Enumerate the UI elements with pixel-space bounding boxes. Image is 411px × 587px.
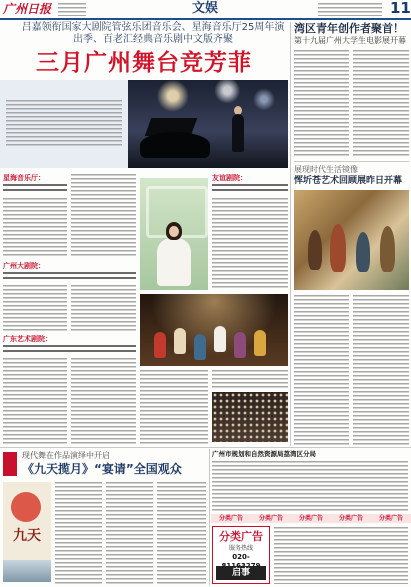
body-text [71,285,136,331]
performer-figure [214,326,226,352]
body-text [55,482,102,584]
musical-stage-photo [140,294,288,366]
piano [140,132,210,158]
performer-dress [157,238,191,286]
hotline-number: 020- [232,553,250,561]
performer-figure [174,328,186,354]
performer-figure [154,332,166,358]
notice-label: 启事 [216,566,266,580]
poster-wave [3,560,51,582]
body-text [212,370,288,388]
hotline-label: 服务热线 [228,545,253,552]
orchestra-photo [212,392,288,442]
performer-figure [254,330,266,356]
dance-kicker: 现代舞在作品演绎中开启 [22,451,110,460]
classified-banner [211,514,411,523]
masthead-editor-text [318,3,382,16]
banner-item: 分类广告 [258,515,283,522]
body-text [3,285,67,331]
page-number: 11 [390,0,411,17]
body-text [294,50,349,158]
body-text [3,358,67,444]
painting-photo [294,190,409,290]
conductor [232,114,244,152]
masthead-rule [0,18,411,20]
section-subhead-xinghai [3,184,67,194]
performer-face [169,226,179,237]
painted-figure [356,232,370,272]
body-text [3,198,67,258]
lead-headline: 三月广州舞台竞芳菲 [36,50,252,76]
story-divider [294,161,409,162]
painted-figure [380,226,395,272]
section-label-gd-grand-theatre: 广州大剧院： [3,262,45,270]
art-exhibition-kicker: 展现时代生活镜像 [294,165,358,174]
film-festival-headline: 湾区青年创作者聚首！ [294,22,404,35]
section-label-gd-art-theatre: 广东艺术剧院： [3,335,52,343]
column-tag [3,452,17,476]
body-text [106,482,153,584]
body-text [71,174,136,258]
planning-notice-title: 广州市规划和自然资源局荔湾区分局 [212,450,316,458]
dance-poster [3,482,51,582]
classified-title: 分类广告 [219,530,263,543]
column-divider [209,449,210,585]
section-subhead-friendship-theatre [212,184,288,194]
body-text [140,370,208,444]
classified-text [274,527,408,584]
body-text [157,482,206,584]
poster-sun [11,492,41,522]
section-subhead-gd-art-theatre [3,345,136,355]
classified-ad-box [212,526,270,584]
concert-photo [128,80,288,168]
banner-item: 分类广告 [298,515,323,522]
art-exhibition-headline: 恽圻苍艺术回顾展昨日开幕 [294,176,403,186]
section-label-xinghai: 星海音乐厅： [3,174,45,182]
lead-intro-box [0,80,128,168]
film-festival-subhead: 第十九届广州大学生电影展开幕 [294,36,406,45]
section-divider [0,447,411,448]
dance-headline: 《九天揽月》“宴请”全国观众 [22,462,182,476]
poster-title: 九天 [13,528,41,544]
banner-item: 分类广告 [338,515,363,522]
performer-photo [140,178,208,290]
body-text [353,295,409,445]
lead-intro-text [6,100,122,146]
notice-text [212,461,408,511]
body-text [353,50,409,158]
performer-figure [194,334,206,360]
lead-deck: 吕嘉领衔国家大剧院管弦乐团音乐会、星海音乐厅25周年演出季、百老汇经典音乐剧中文版齐聚 [21,22,285,45]
painted-figure [330,224,346,272]
section-label-friendship-theatre: 友谊剧院： [212,174,247,182]
section-subhead-gd-grand-theatre [3,272,136,282]
section-title: 文娱 [192,1,219,16]
body-text [71,358,136,444]
column-divider [290,22,291,446]
masthead-date-text [58,3,86,16]
body-text [294,295,349,445]
body-text [212,198,288,290]
banner-item: 分类广告 [218,515,243,522]
performer-figure [234,332,246,358]
newspaper-logo: 广州日报 [3,2,52,16]
banner-item: 分类广告 [378,515,403,522]
painted-figure [308,230,322,270]
